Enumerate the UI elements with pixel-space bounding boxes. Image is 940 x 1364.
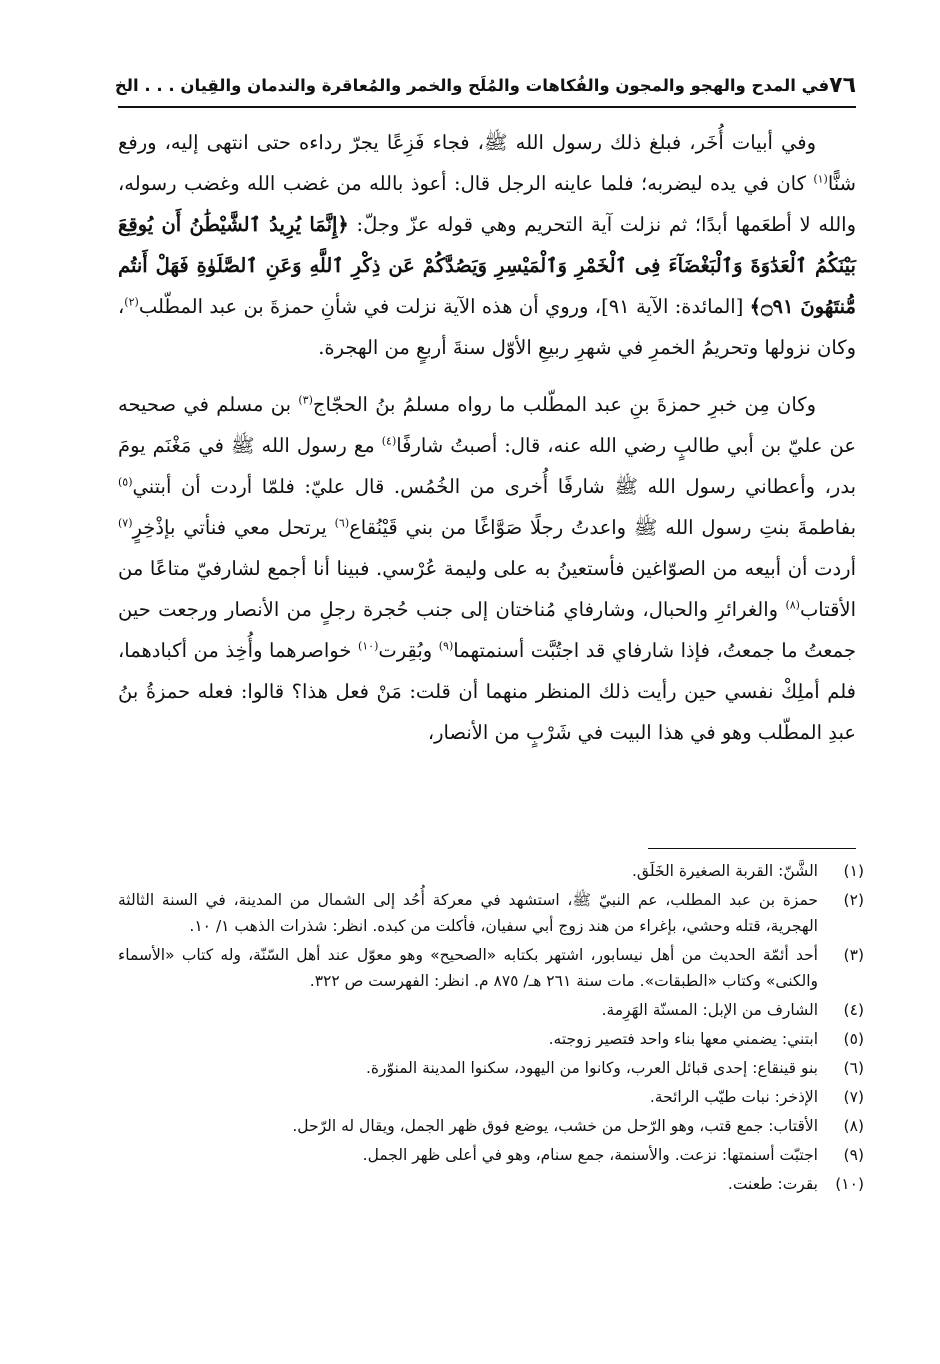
footnote-ref-3: (٣) bbox=[298, 393, 313, 407]
footnote-ref-2: (٢) bbox=[124, 295, 139, 309]
footnote-number: (٧) bbox=[843, 1088, 864, 1106]
text-run: مع رسول الله ﷺ في مَغْنَم يومَ بدر، وأعطاني رسول الله ﷺ شارفًا أُخرى من الخُمُس. قال عليّ: فلمّا أردت أن أبتني bbox=[118, 434, 856, 498]
page-number: ٧٦ bbox=[829, 72, 856, 98]
text-run: وبُقِرت bbox=[378, 639, 439, 662]
footnote-number: (٨) bbox=[843, 1117, 864, 1135]
footnote-text: ابتني: يضمني معها بناء واحد فتصير زوجته. bbox=[548, 1030, 818, 1048]
main-text bbox=[118, 122, 856, 753]
footnote-number: (٩) bbox=[843, 1146, 864, 1164]
footnote bbox=[118, 887, 864, 939]
text-run: وفي أبيات أُخَر، فبلغ ذلك رسول الله ﷺ، فجاء فَزِعًا يجرّ رداءه حتى انتهى إليه، ورفع شنًّا bbox=[118, 131, 856, 195]
footnote-ref-10: (١٠) bbox=[357, 639, 379, 653]
text-run: كان في يده ليضربه؛ فلما عاينه الرجل قال: أعوذ بالله من غضب الله وغضب رسوله، والله لا أطعَمها أبدًا؛ ثم نزلت آية التحريم وهي قوله عزّ وجلّ: bbox=[118, 172, 857, 236]
footnote-text: الأقتاب: جمع قتب، وهو الرّحل من خشب، يوضع فوق ظهر الجمل، ويقال له الرّحل. bbox=[292, 1117, 818, 1135]
footnote bbox=[118, 1142, 864, 1168]
footnote-separator bbox=[648, 848, 856, 849]
quran-verse: ﴿إِنَّمَا يُرِيدُ ٱلشَّيْطَٰنُ أَن يُوقِعَ بَيْنَكُمُ ٱلْعَدَٰوَةَ وَٱلْبَغْضَآءَ فِى ٱلْخَمْرِ وَٱلْمَيْسِرِ وَيَصُدَّكُمْ عَن ذِكْرِ ٱللَّهِ وَعَنِ ٱلصَّلَوٰةِ فَهَلْ أَنتُم مُّنتَهُونَ ۝٩١﴾ bbox=[118, 213, 856, 318]
footnote-text: بقرت: طعنت. bbox=[727, 1175, 818, 1193]
footnote-text: الشارف من الإبل: المسنّة الهَرِمة. bbox=[601, 1001, 818, 1019]
text-run: بفاطمةَ بنتِ رسول الله ﷺ واعدتُ رجلًا صَوَّاغًا من بني قَيْنُقاع bbox=[349, 516, 856, 539]
page-header bbox=[114, 68, 856, 102]
footnote bbox=[118, 1113, 864, 1139]
paragraph-2 bbox=[118, 384, 856, 753]
footnote-text: بنو قينقاع: إحدى قبائل العرب، وكانوا من اليهود، سكنوا المدينة المنوّرة. bbox=[366, 1059, 818, 1077]
text-run: أردت أن أبيعه من الصوّاغين فأستعينُ به على وليمة عُرْسي. فبينا أنا أجمع لشارفيّ متاعًا من الأقتاب bbox=[118, 557, 856, 621]
text-run: يرتحل معي فنأتي بإذْخِرٍ bbox=[132, 516, 335, 539]
footnote-number: (٥) bbox=[843, 1030, 864, 1048]
footnote bbox=[118, 942, 864, 994]
footnote bbox=[118, 858, 864, 884]
text-run: [المائدة: الآية ٩١]، وروي أن هذه الآية نزلت في شأنِ حمزةَ بن عبد المطّلب bbox=[138, 295, 750, 318]
text-run: خواصرهما وأُخِذ من أكبادهما، فلم أملِكْ نفسي حين رأيت ذلك المنظر منهما أن قلت: مَنْ فعل هذا؟ قالوا: فعله حمزةُ بنُ عبدِ المطّلب وهو في هذا البيت في شَرْبٍ من الأنصار، bbox=[118, 639, 856, 744]
footnote-ref-5: (٥) bbox=[118, 475, 133, 489]
footnote-ref-8: (٨) bbox=[785, 598, 800, 612]
footnote bbox=[118, 997, 864, 1023]
footnote bbox=[118, 1055, 864, 1081]
footnote-text: اجتبّت أسنمتها: نزعت. والأسنمة، جمع سنام، وهو في أعلى ظهر الجمل. bbox=[362, 1146, 818, 1164]
footnote bbox=[118, 1084, 864, 1110]
footnote-text: الشَّنّ: القربة الصغيرة الخَلَق. bbox=[631, 862, 818, 880]
footnote-ref-1: (١) bbox=[813, 172, 828, 186]
text-run: والغرائرِ والحبال، وشارفاي مُناختان إلى جنب حُجرة رجلٍ من الأنصار ورجعت حين جمعتُ ما جمعتُ، فإذا شارفاي قد اجتُبَّت أسنمتهما bbox=[118, 598, 856, 662]
footnote-number: (٤) bbox=[843, 1001, 864, 1019]
footnote-ref-7: (٧) bbox=[118, 516, 133, 530]
footnote bbox=[118, 1026, 864, 1052]
footnote bbox=[118, 1171, 864, 1197]
footnote-ref-9: (٩) bbox=[438, 639, 454, 653]
footnotes bbox=[118, 858, 864, 1200]
paragraph-1 bbox=[118, 122, 856, 368]
footnote-text: حمزة بن عبد المطلب، عم النبيّ ﷺ، استشهد في معركة أُحُد إلى الشمال من المدينة، في السنة الثالثة الهجرية، قتله وحشي، بإغراء من هند زوج أبي سفيان، فأكلت من كبده. انظر: شذرات الذهب ١/ ١٠. bbox=[118, 891, 818, 935]
footnote-number: (١٠) bbox=[835, 1175, 864, 1193]
text-run: ، وكان نزولها وتحريمُ الخمرِ في شهرِ ربيعِ الأوّل سنةَ أربعٍ من الهجرة. bbox=[118, 295, 856, 359]
text-run: بن مسلم في صحيحه عن عليّ بن أبي طالبٍ رضي الله عنه، قال: أصبتُ شارفًا bbox=[118, 393, 856, 457]
footnote-ref-4: (٤) bbox=[381, 434, 397, 448]
footnote-text: الإذخر: نبات طيّب الرائحة. bbox=[649, 1088, 818, 1106]
footnote-ref-6: (٦) bbox=[334, 516, 350, 530]
header-rule bbox=[118, 106, 856, 108]
footnote-number: (٦) bbox=[843, 1059, 864, 1077]
footnote-text: أحد أئمّة الحديث من أهل نيسابور، اشتهر بكتابه «الصحيح» وهو معوّل عند أهل السّنّة، وله كتاب «الأسماء والكنى» وكتاب «الطبقات». مات سنة ٢٦١ هـ/ ٨٧٥ م. انظر: الفهرست ص ٣٢٢. bbox=[118, 946, 818, 990]
running-title: في المدح والهجو والمجون والفُكاهات والمُلَح والخمر والمُعاقرة والندمان والقِيان . . . الخ bbox=[114, 75, 830, 95]
footnote-number: (٢) bbox=[843, 891, 864, 909]
footnote-number: (١) bbox=[843, 862, 864, 880]
text-run: وكان مِن خبرِ حمزةَ بنِ عبد المطّلب ما رواه مسلمُ بنُ الحجّاج bbox=[312, 393, 816, 416]
footnote-number: (٣) bbox=[843, 946, 864, 964]
